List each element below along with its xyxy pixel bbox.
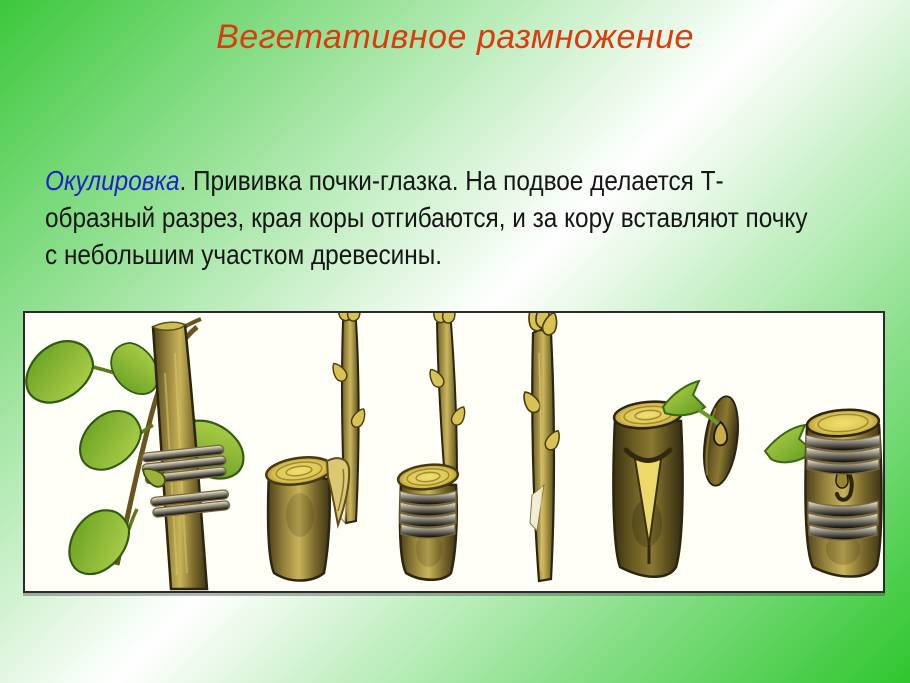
body-line-1-rest: . Прививка почки-глазка. На подвое делается Т- xyxy=(179,165,724,196)
body-line-2: образный разрез, края коры отгибаются, и за кору вставляют почку xyxy=(45,202,808,233)
slide-title: Вегетативное размножение xyxy=(216,18,694,56)
body-text xyxy=(45,162,910,273)
figure-stock-bark-cut xyxy=(265,313,369,581)
figure-stock-wrapped xyxy=(397,313,469,580)
figure-bud-tied xyxy=(765,408,881,577)
body-line-1 xyxy=(45,162,808,199)
lead-term: Окулировка xyxy=(45,165,180,196)
body-line-3: с небольшим участком древесины. xyxy=(45,239,443,270)
figure-bud-stick xyxy=(519,313,563,581)
budding-illustration xyxy=(25,313,883,591)
figure-grafted-branch xyxy=(25,319,252,589)
twine-wrap xyxy=(400,491,456,538)
figure-t-cut-and-shield xyxy=(613,381,743,577)
illustration-panel xyxy=(23,311,885,593)
